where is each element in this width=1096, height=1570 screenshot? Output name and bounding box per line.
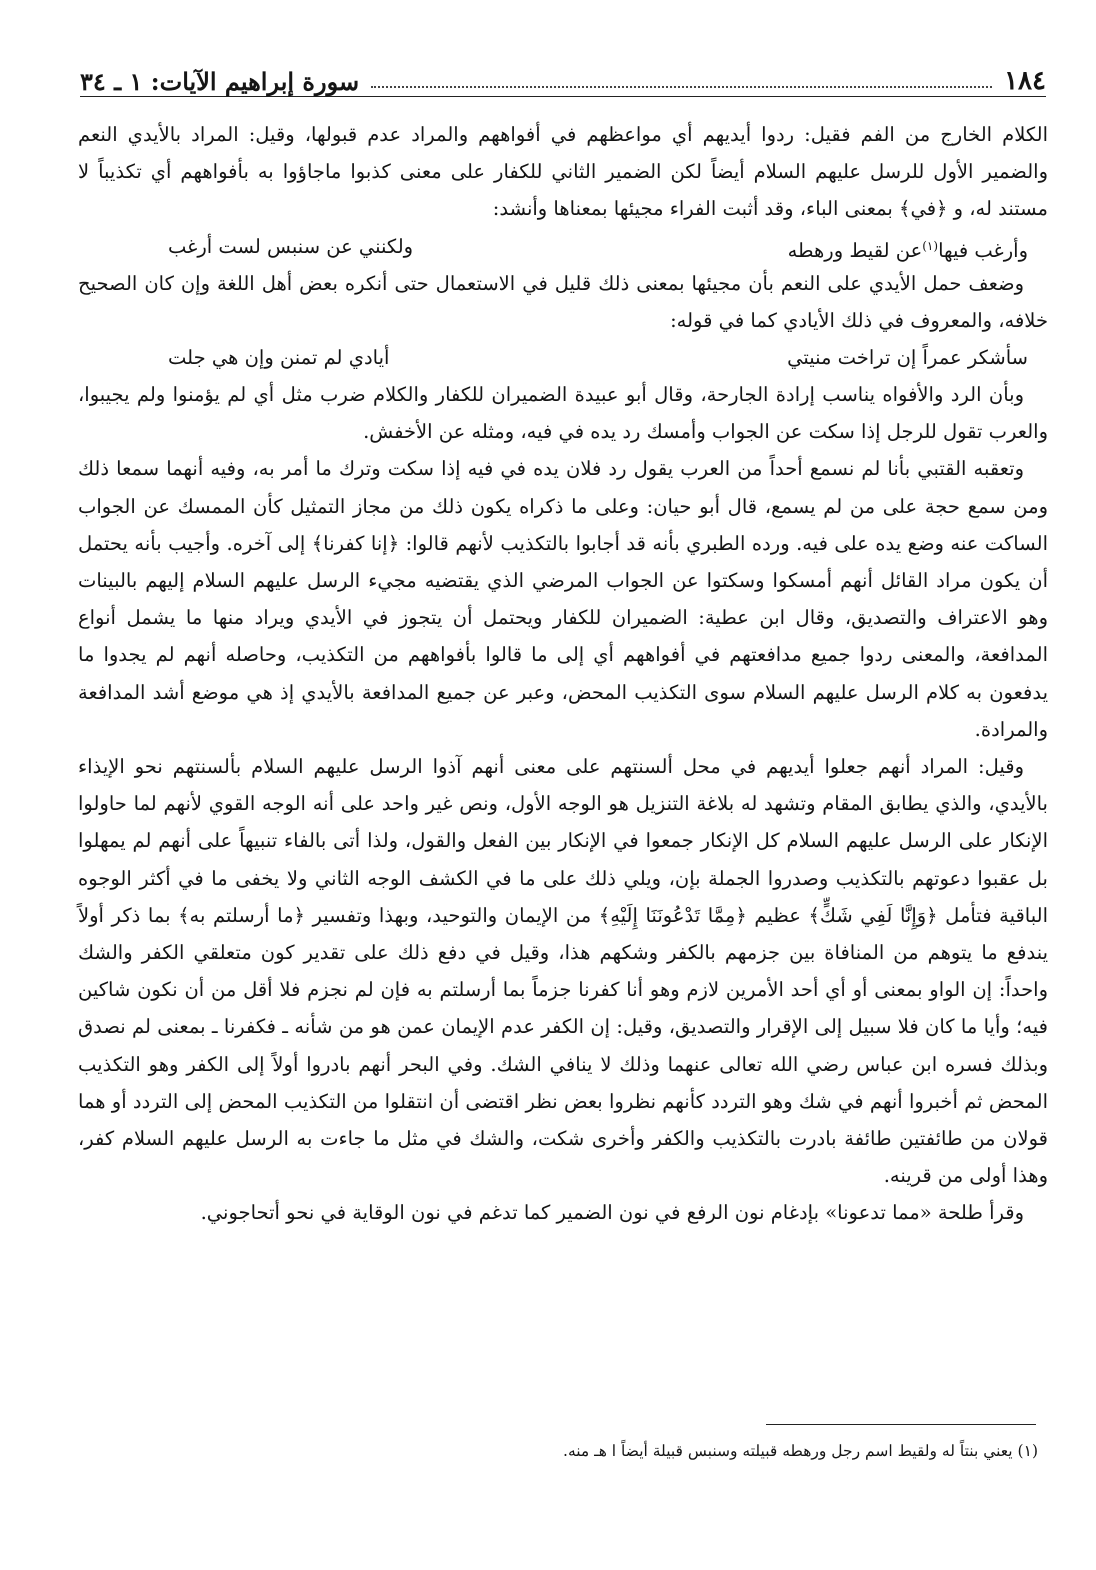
running-title: سورة إبراهيم الآيات: ١ ـ ٣٤ bbox=[80, 67, 360, 96]
paragraph: وتعقبه القتبي بأنا لم نسمع أحداً من العرب يقول رد فلان يده في فيه إذا سكت وترك ما أمر به، وفيه أنهما سمعا ذلك ومن سمع حجة على من لم يسمع، قال أبو حيان: وعلى ما ذكراه يكون ذلك من مجاز التمثيل كأن الممسك عن الجواب الساكت عنه وضع يده على فيه. ورده الطبري بأنه قد أجابوا بالتكذيب لأنهم قالوا: ﴿إنا كفرنا﴾ إلى آخره. وأجيب بأنه يحتمل أن يكون مراد القائل أنهم أمسكوا وسكتوا عن الجواب المرضي الذي يقتضيه مجيء الرسل عليهم السلام إليهم بالبينات وهو الاعتراف والتصديق، وقال ابن عطية: الضميران للكفار ويحتمل أن يتجوز في الأيدي ويراد منها ما يشمل أنواع المدافعة، والمعنى ردوا جميع مدافعتهم في أفواههم أي إلى ما قالوا بأفواههم من التكذيب، وحاصله أنهم لم يجدوا ما يدفعون به كلام الرسل عليهم السلام سوى التكذيب المحض، وعبر عن جميع المدافعة بالأيدي إذ هي موضع أشد المدافعة والمرادة. bbox=[78, 457, 1048, 741]
header-dotted-leader bbox=[371, 86, 992, 88]
footnote-number: (١) bbox=[1017, 1442, 1038, 1460]
poetry-verse bbox=[78, 228, 1048, 265]
paragraph: وبأن الرد والأفواه يناسب إرادة الجارحة، وقال أبو عبيدة الضميران للكفار والكلام ضرب مثل أي لم يؤمنوا ولم يجيبوا، والعرب تقول للرجل إذا سكت عن الجواب وأمسك رد يده في فيه، ومثله عن الأخفش. bbox=[78, 383, 1048, 444]
footnote-text: يعني بنتاً له ولقيط اسم رجل ورهطه قبيلته وسنبس قبيلة أيضاً ا هـ منه. bbox=[563, 1442, 1013, 1460]
poetry-verse bbox=[78, 339, 1048, 376]
verse-second-hemistich: أيادي لم تمنن وإن هي جلت bbox=[168, 346, 390, 370]
footnote-divider bbox=[766, 1424, 1036, 1425]
footnote-marker: (١) bbox=[922, 238, 939, 253]
page-number: ١٨٤ bbox=[1004, 66, 1046, 96]
page-header bbox=[80, 56, 1046, 97]
paragraph: وقرأ طلحة «مما تدعونا» بإدغام نون الرفع في نون الضمير كما تدغم في نون الوقاية في نحو أتحاجوني. bbox=[200, 1201, 1024, 1225]
verse-text: وأرغب فيها bbox=[938, 239, 1028, 263]
paragraph: الكلام الخارج من الفم فقيل: ردوا أيديهم أي مواعظهم في أفواههم والمراد عدم قبولها، وقيل: المراد بالأيدي النعم والضمير الأول للرسل عليهم السلام أيضاً لكن الضمير الثاني للكفار على معنى كذبوا ماجاؤوا به بأفواههم أي تكذيباً لا مستند له، و ﴿في﴾ بمعنى الباء، وقد أثبت الفراء مجيئها بمعناها وأنشد: bbox=[78, 123, 1048, 221]
paragraph: وقيل: المراد أنهم جعلوا أيديهم في محل ألسنتهم على معنى أنهم آذوا الرسل عليهم السلام بألسنتهم نحو الإيذاء بالأيدي، والذي يطابق المقام وتشهد له بلاغة التنزيل هو الوجه الأول، ونص غير واحد على أنه الوجه القوي لأنهم لما حاولوا الإنكار على الرسل عليهم السلام كل الإنكار جمعوا في الإنكار بين الفعل والقول، ولذا أتى بالفاء تنبيهاً على أنهم لم يمهلوا بل عقبوا دعوتهم بالتكذيب وصدروا الجملة بإن، ويلي ذلك على ما في الكشف الوجه الثاني ولا يخفى ما في أكثر الوجوه الباقية فتأمل ﴿وَإِنَّا لَفِي شَكٍّ﴾ عظيم ﴿مِمَّا تَدْعُونَنَا إِلَيْهِ﴾ من الإيمان والتوحيد، وبهذا وتفسير ﴿ما أرسلتم به﴾ بما ذكر أولاً يندفع ما يتوهم من المنافاة بين جزمهم بالكفر وشكهم هذا، وقيل في دفع ذلك على تقدير كون متعلقي الكفر والشك واحداً: إن الواو بمعنى أو أي أحد الأمرين لازم وهو أنا كفرنا جزماً بما أرسلتم به فإن لم نجزم فلا أقل من أن نكون شاكين فيه؛ وأيا ما كان فلا سبيل إلى الإقرار والتصديق، وقيل: إن الكفر عدم الإيمان عمن هو من شأنه ـ فكفرنا ـ بمعنى لم نصدق وبذلك فسره ابن عباس رضي الله تعالى عنهما وذلك لا ينافي الشك. وفي البحر أنهم بادروا أولاً إلى الكفر وهو التكذيب المحض ثم أخبروا أنهم في شك وهو التردد كأنهم نظروا بعض نظر اقتضى أن انتقلوا من التكذيب المحض إلى التردد أو هما قولان من طائفتين طائفة بادرت بالتكذيب والكفر وأخرى شكت، والشك في مثل ما جاءت به الرسل عليهم السلام كفر، وهذا أولى من قرينه. bbox=[78, 755, 1048, 1188]
main-text bbox=[78, 116, 1048, 1232]
verse-first-hemistich: سأشكر عمراً إن تراخت منيتي bbox=[787, 346, 1028, 370]
paragraph: وضعف حمل الأيدي على النعم بأن مجيئها بمعنى ذلك قليل في الاستعمال حتى أنكره بعض أهل اللغة وإن كان الصحيح خلافه، والمعروف في ذلك الأيادي كما في قوله: bbox=[78, 271, 1048, 332]
footnote bbox=[68, 1436, 1038, 1466]
verse-second-hemistich: ولكنني عن سنبس لست أرغب bbox=[168, 234, 414, 258]
verse-first-hemistich bbox=[788, 228, 1028, 265]
verse-text: عن لقيط ورهطه bbox=[787, 239, 923, 263]
